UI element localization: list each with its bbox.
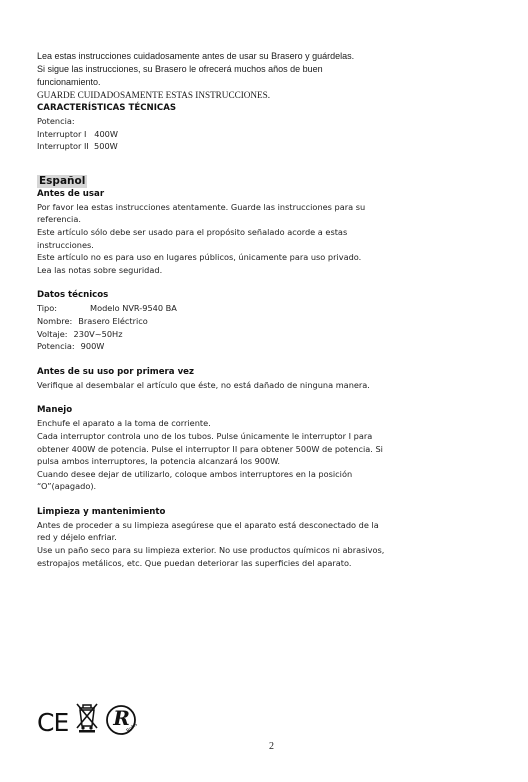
- page-number: 2: [269, 741, 274, 752]
- antes-line-4: instrucciones.: [37, 239, 94, 250]
- datos-voltaje-row: [37, 328, 455, 341]
- primer-uso-heading: Antes de su uso por primera vez: [37, 366, 195, 377]
- limpieza-heading: Limpieza y mantenimiento: [37, 506, 166, 517]
- datos-voltaje-label: Voltaje:: [37, 328, 68, 339]
- antes-line-2: referencia.: [37, 214, 81, 225]
- datos-tipo-label: Tipo:: [37, 303, 57, 314]
- manejo-line-1: Enchufe el aparato a la toma de corriente.: [37, 418, 211, 429]
- antes-line-3: Este artículo sólo debe ser usado para el propósito señalado acorde a estas: [37, 226, 348, 237]
- datos-voltaje-value: 230V~50Hz: [73, 328, 123, 339]
- intro-line-1: Lea estas instrucciones cuidadosamente antes de usar su Brasero y guárdelas.: [37, 51, 355, 61]
- datos-nombre-value: Brasero Eléctrico: [78, 315, 148, 326]
- certification-marks: [37, 701, 140, 737]
- intro-line-3: funcionamiento.: [37, 77, 101, 87]
- antes-line-5: Este artículo no es para uso en lugares públicos, únicamente para uso privado.: [37, 252, 362, 263]
- manejo-line-2: Cada interruptor controla uno de los tubos. Pulse únicamente le interruptor I para: [37, 430, 373, 441]
- ce-mark-icon: [37, 709, 68, 737]
- datos-potencia-value: 900W: [80, 341, 105, 352]
- datos-potencia-row: [37, 340, 455, 353]
- manejo-heading: Manejo: [37, 405, 73, 416]
- language-label: Español: [39, 174, 86, 187]
- specs-top-switch-1: Interruptor I 400W: [37, 128, 118, 139]
- intro-line-2: Si sigue las instrucciones, su Brasero le ofrecerá muchos años de buen: [37, 64, 323, 74]
- datos-tipo-row: [37, 302, 455, 315]
- intro-line-4: GUARDE CUIDADOSAMENTE ESTAS INSTRUCCIONES.: [37, 90, 271, 100]
- specs-top-heading: CARACTERÍSTICAS TÉCNICAS: [37, 103, 177, 113]
- limpieza-line-1: Antes de proceder a su limpieza asegúrese que el aparato está desconectado de la: [37, 519, 379, 530]
- datos-tipo-value: Modelo NVR-9540 BA: [90, 303, 177, 314]
- antes-de-usar-heading: Antes de usar: [37, 188, 105, 199]
- limpieza-line-3: Use un paño seco para su limpieza exterior. No use productos químicos ni abrasivos,: [37, 545, 385, 556]
- antes-line-6: Lea las notas sobre seguridad.: [37, 264, 163, 275]
- datos-heading: Datos técnicos: [37, 290, 109, 301]
- manejo-line-5: Cuando desee dejar de utilizarlo, coloque ambos interruptores en la posición: [37, 468, 353, 479]
- manejo-line-3: obtener 400W de potencia. Pulse el interruptor II para obtener 500W de potencia. Si: [37, 443, 383, 454]
- weee-bin-svg: [74, 701, 100, 733]
- rohs-recycle-icon: [104, 703, 140, 737]
- datos-nombre-row: [37, 315, 455, 328]
- specs-top-switch-2: Interruptor II 500W: [37, 141, 118, 152]
- primer-uso-line: Verifique al desembalar el artículo que éste, no está dañado de ninguna manera.: [37, 379, 370, 390]
- weee-bin-icon: [74, 701, 100, 737]
- page-content: [37, 50, 455, 569]
- manejo-line-4: pulsa ambos interruptores, la potencia alcanzará los 900W.: [37, 456, 280, 467]
- language-block: [37, 169, 455, 188]
- specs-top-potencia: Potencia:: [37, 116, 75, 126]
- datos-nombre-label: Nombre:: [37, 315, 73, 326]
- limpieza-line-4: estropajos metálicos, etc. Que puedan deteriorar las superficies del aparato.: [37, 557, 352, 568]
- ce-mark-text: CE: [37, 708, 69, 737]
- manejo-line-6: “O”(apagado).: [37, 481, 97, 492]
- antes-line-1: Por favor lea estas instrucciones atentamente. Guarde las instrucciones para su: [37, 201, 366, 212]
- limpieza-line-2: red y déjelo enfriar.: [37, 532, 117, 543]
- page-footer: [37, 701, 491, 752]
- datos-potencia-label: Potencia:: [37, 341, 75, 352]
- rohs-small-text: Rohs: [125, 721, 139, 735]
- rohs-letter: R: [113, 706, 130, 730]
